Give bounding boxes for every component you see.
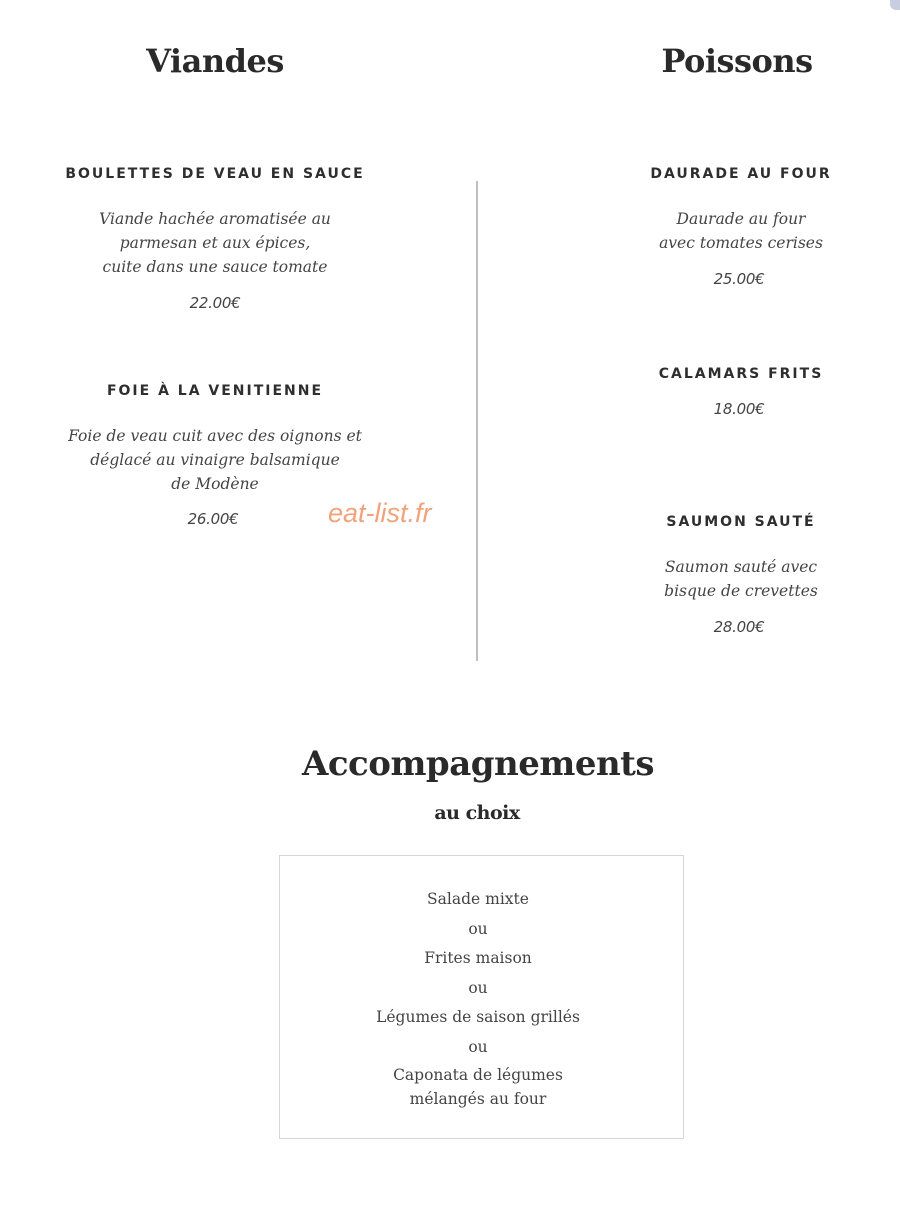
section-subtitle: au choix	[434, 802, 520, 824]
section-title-poissons: Poissons	[661, 42, 813, 80]
section-title-accompagnements: Accompagnements	[301, 744, 655, 784]
corner-decoration	[890, 0, 900, 10]
column-divider	[476, 181, 478, 661]
side-separator: ou	[468, 979, 488, 997]
watermark: eat-list.fr	[328, 498, 432, 528]
menu-item-price: 28.00€	[713, 618, 765, 636]
menu-item-description: Viande hachée aromatisée au parmesan et aux épices, cuite dans une sauce tomate	[99, 210, 331, 276]
menu-item-price: 22.00€	[189, 294, 241, 312]
menu-item-price: 26.00€	[187, 510, 239, 528]
menu-item-price: 25.00€	[713, 270, 765, 288]
menu-item-description: Daurade au four avec tomates cerises	[659, 210, 823, 252]
menu-item-description: Foie de veau cuit avec des oignons et déglacé au vinaigre balsamique de Modène	[68, 427, 362, 493]
side-option: Légumes de saison grillés	[376, 1008, 580, 1026]
menu-item-description: Saumon sauté avec bisque de crevettes	[664, 558, 818, 600]
menu-item-name: FOIE À LA VENITIENNE	[106, 383, 324, 399]
menu-item-name: SAUMON SAUTÉ	[666, 514, 816, 530]
menu-item-price: 18.00€	[713, 400, 765, 418]
side-option: Salade mixte	[427, 890, 529, 908]
side-option: Frites maison	[424, 949, 532, 967]
side-separator: ou	[468, 1038, 488, 1056]
menu-item-name: BOULETTES DE VEAU EN SAUCE	[65, 166, 365, 182]
section-title-viandes: Viandes	[146, 42, 284, 80]
menu-item-name: CALAMARS FRITS	[658, 366, 824, 382]
menu-item-name: DAURADE AU FOUR	[650, 166, 832, 182]
side-option: Caponata de légumes mélangés au four	[393, 1066, 563, 1108]
side-separator: ou	[468, 920, 488, 938]
